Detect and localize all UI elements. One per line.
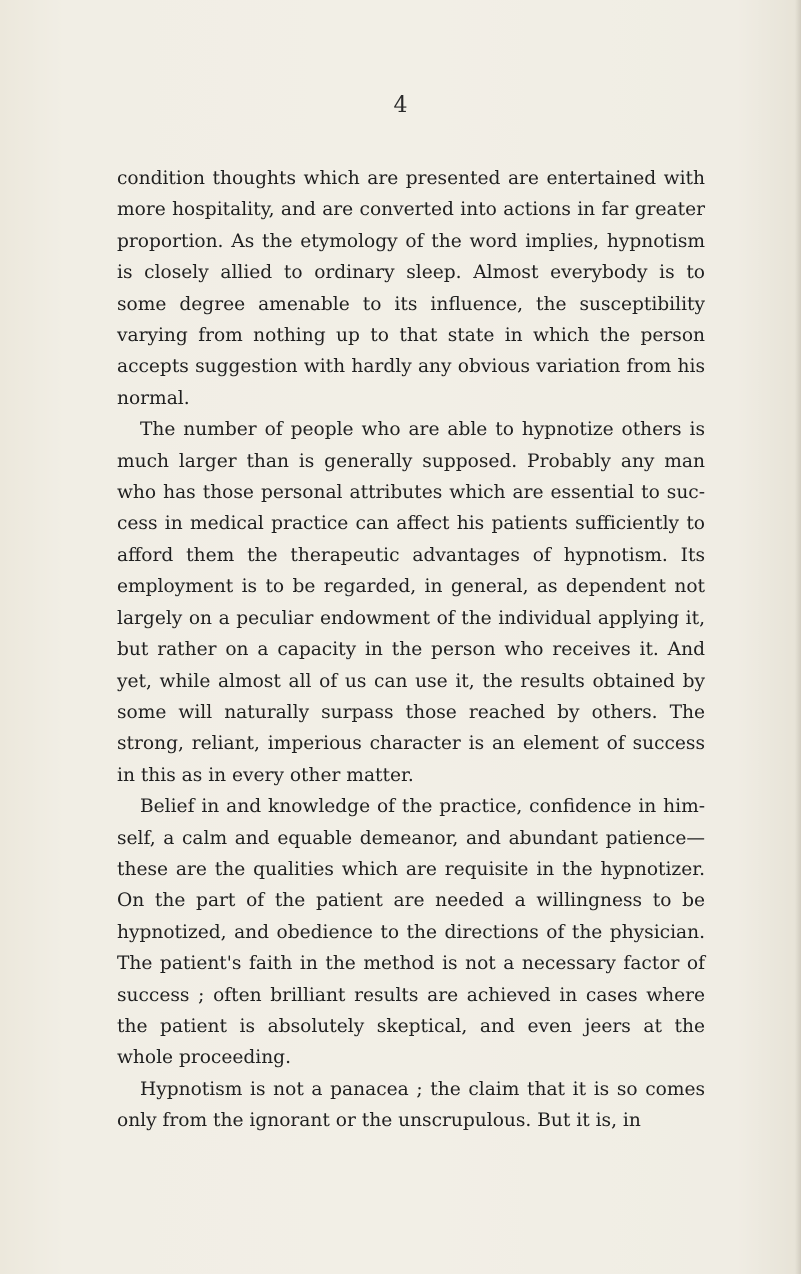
paragraph-2: The number of people who are able to hypnotize others is much larger than is generally supposed. Probably any man who has those personal attributes which are essential to suc-cess in medical practice can affect his patients sufficiently to afford them the therapeutic advantages of hypnotism. Its employment is to be regarded, in general, as dependent not largely on a peculiar endowment of the individual applying it, but rather on a capacity in the person who receives it. And yet, while almost all of us can use it, the results obtained by some will naturally surpass those reached by others. The strong, reliant, imperious character is an element of success in this as in every other matter. [117, 419, 705, 786]
page-number: 4 [393, 93, 408, 118]
paragraph-3: Belief in and knowledge of the practice, confidence in him-self, a calm and equable demeanor, and abundant patience— these are the qualities which are requisite in the hypnotizer. On the part of the patient are needed a willingness to be hypnotized, and obedience to the directions of the physician. The patient's faith in the method is not a necessary factor of success ; often brilliant results are achieved in cases where the patient is absolutely skeptical, and even jeers at the whole proceeding. [117, 796, 705, 1069]
paragraph-4: Hypnotism is not a panacea ; the claim that it is so comes only from the ignorant or the unscrupulous. But it is, in [117, 1078, 705, 1132]
body-text [117, 163, 705, 1137]
paragraph-1: condition thoughts which are presented are entertained with more hospitality, and are converted into actions in far greater proportion. As the etymology of the word implies, hypnotism is closely allied to ordinary sleep. Almost everybody is to some degree amenable to its influence, the susceptibility varying from nothing up to that state in which the person accepts suggestion with hardly any obvious variation from his normal. [117, 168, 705, 409]
page-edge-shadow [795, 0, 801, 1274]
